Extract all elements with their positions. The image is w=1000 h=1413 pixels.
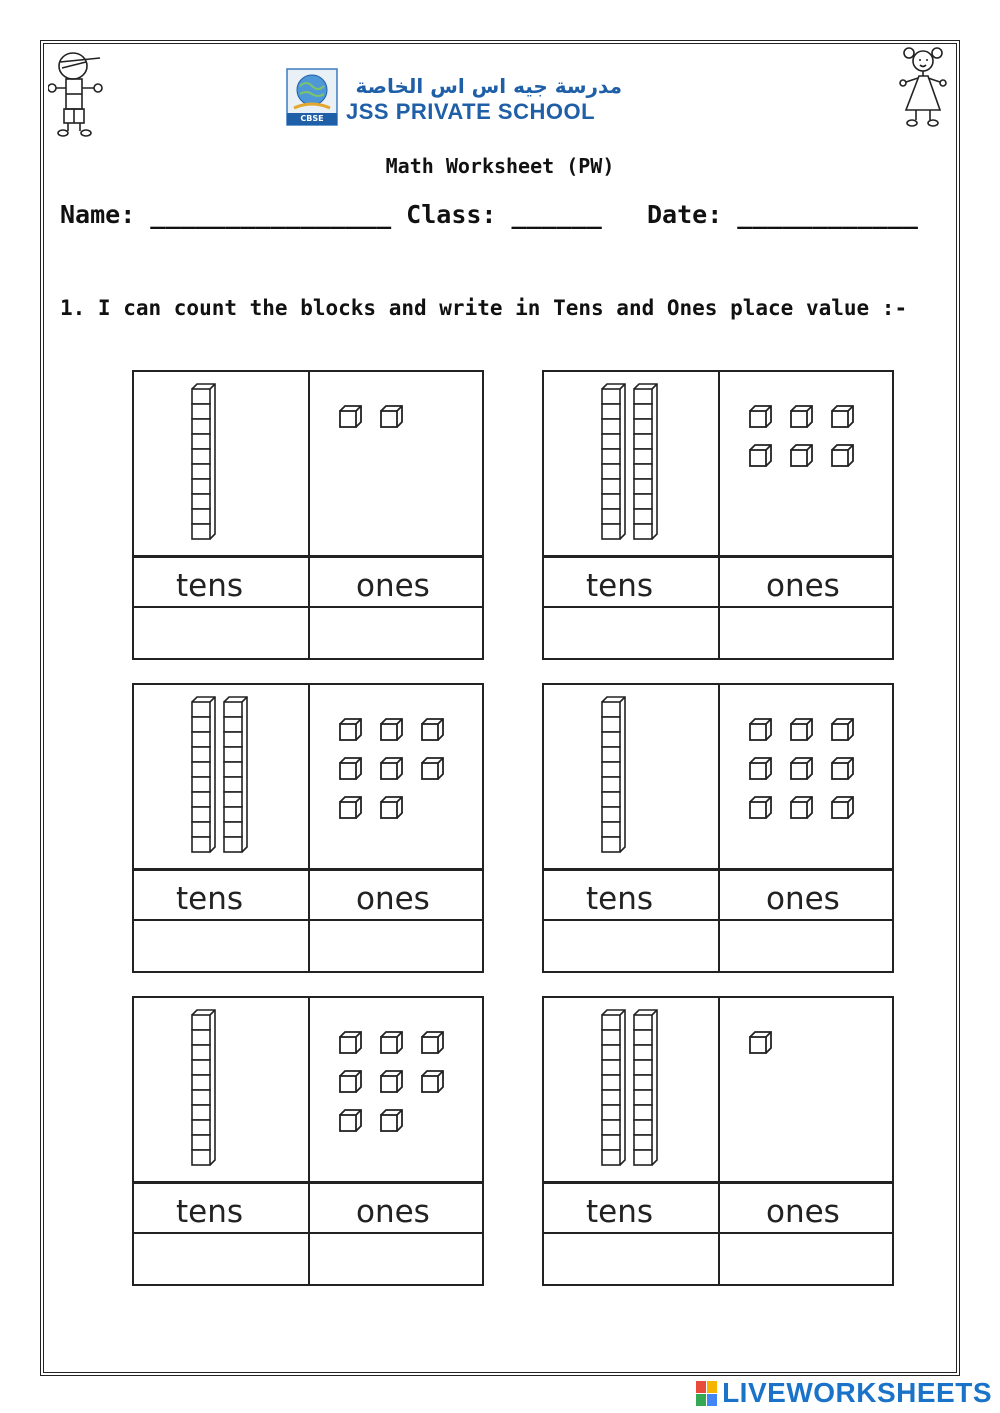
one-cube [750,1032,771,1053]
tens-answer-box[interactable] [546,923,716,969]
tens-label: tens [176,568,244,604]
tens-label: tens [586,568,654,604]
one-cube [381,797,402,818]
ones-answer-box[interactable] [722,1236,892,1282]
ten-rod [634,1010,657,1165]
ones-label: ones [766,1194,840,1230]
ones-label: ones [356,881,430,917]
one-cube [750,797,771,818]
one-cube [381,1110,402,1131]
one-cube [791,406,812,427]
one-cube [422,758,443,779]
one-cube [340,758,361,779]
boy-figure-icon [48,48,112,142]
one-cube [381,1071,402,1092]
tens-answer-box[interactable] [136,1236,306,1282]
place-value-card [132,683,484,973]
tens-label: tens [586,881,654,917]
one-cube [340,406,361,427]
one-cube [340,797,361,818]
one-cube [340,1071,361,1092]
ten-rod [602,384,625,539]
tens-label: tens [176,881,244,917]
one-cube [832,758,853,779]
ten-rod [602,1010,625,1165]
tens-answer-box[interactable] [136,923,306,969]
one-cube [750,758,771,779]
logo-badge: CBSE [300,114,324,123]
one-cube [832,406,853,427]
ones-label: ones [356,1194,430,1230]
ten-rod [634,384,657,539]
liveworksheets-brand[interactable]: LIVEWORKSHEETS [722,1377,992,1408]
tens-label: tens [176,1194,244,1230]
one-cube [750,445,771,466]
place-value-card [542,370,894,660]
one-cube [422,1071,443,1092]
one-cube [750,406,771,427]
student-info-line[interactable]: Name: ________________ Class: ______ Date: ____________ [60,200,918,229]
place-value-card [542,996,894,1286]
one-cube [381,1032,402,1053]
ten-rod [192,697,215,852]
ones-label: ones [356,568,430,604]
one-cube [832,445,853,466]
one-cube [832,797,853,818]
tens-label: tens [586,1194,654,1230]
question-text: 1. I can count the blocks and write in Tens and Ones place value :- [60,296,908,320]
one-cube [791,445,812,466]
one-cube [791,758,812,779]
ten-rod [192,1010,215,1165]
ones-label: ones [766,881,840,917]
ones-answer-box[interactable] [722,610,892,656]
place-value-card [132,370,484,660]
girl-figure-icon [892,44,954,130]
one-cube [791,797,812,818]
place-value-card [542,683,894,973]
tens-answer-box[interactable] [546,1236,716,1282]
ones-answer-box[interactable] [312,923,482,969]
ones-answer-box[interactable] [312,610,482,656]
ten-rod [602,697,625,852]
one-cube [340,719,361,740]
school-name-arabic: مدرسة جيه اس اس الخاصة [355,74,622,98]
one-cube [381,758,402,779]
ones-answer-box[interactable] [722,923,892,969]
worksheet-title: Math Worksheet (PW) [385,154,615,178]
tens-answer-box[interactable] [546,610,716,656]
one-cube [791,719,812,740]
one-cube [832,719,853,740]
school-name: JSS PRIVATE SCHOOL [346,99,596,124]
one-cube [422,1032,443,1053]
one-cube [381,719,402,740]
one-cube [340,1110,361,1131]
one-cube [340,1032,361,1053]
ten-rod [224,697,247,852]
one-cube [381,406,402,427]
ten-rod [192,384,215,539]
one-cube [750,719,771,740]
ones-answer-box[interactable] [312,1236,482,1282]
ones-label: ones [766,568,840,604]
tens-answer-box[interactable] [136,610,306,656]
place-value-card [132,996,484,1286]
one-cube [422,719,443,740]
liveworksheets-logo-icon [696,1381,718,1407]
